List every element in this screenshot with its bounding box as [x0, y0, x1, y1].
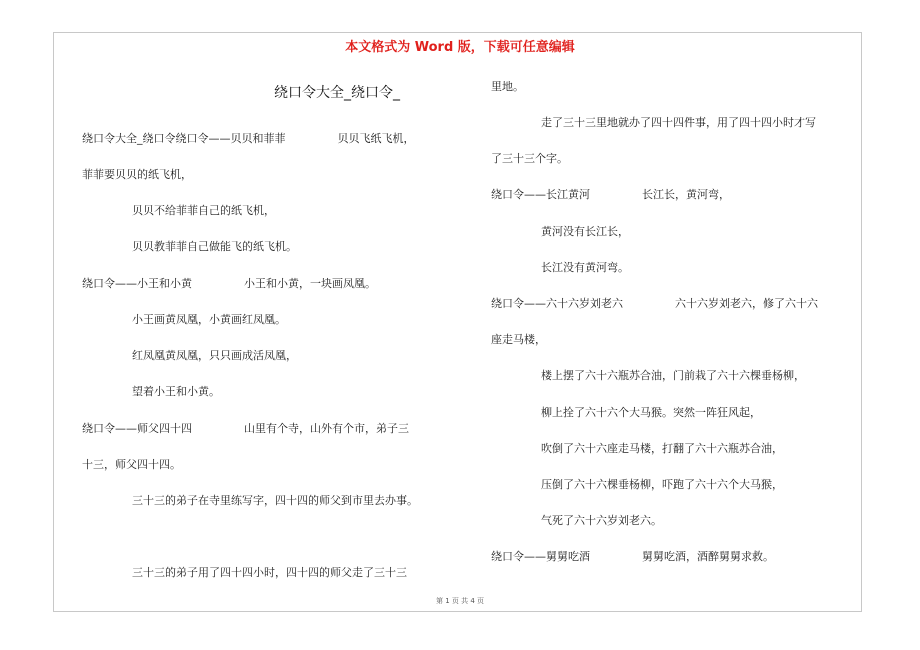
paragraph	[491, 550, 774, 564]
paragraph: 菲菲要贝贝的纸飞机，	[82, 168, 192, 181]
text-span: 绕口令——师父四十四	[82, 422, 192, 435]
text-span: 绕口令——舅舅吃酒	[491, 550, 590, 563]
page-number-footer: 第 1 页 共 4 页	[435, 597, 485, 605]
paragraph: 走了三十三里地就办了四十四件事，用了四十四小时才写	[541, 116, 816, 129]
paragraph: 里地。	[491, 80, 524, 93]
paragraph: 小王画黄凤凰，小黄画红凤凰。	[132, 313, 286, 326]
text-span: 绕口令大全_绕口令绕口令——贝贝和菲菲	[82, 132, 286, 145]
text-span: 绕口令——六十六岁刘老六	[491, 297, 623, 310]
paragraph: 了三十三个字。	[491, 152, 568, 165]
paragraph	[82, 422, 409, 436]
paragraph: 红凤凰黄凤凰，只只画成活凤凰，	[132, 349, 297, 362]
paragraph: 三十三的弟子用了四十四小时，四十四的师父走了三十三	[132, 566, 407, 579]
paragraph	[82, 277, 376, 291]
text-span: 绕口令——小王和小黄	[82, 277, 192, 290]
paragraph: 气死了六十六岁刘老六。	[541, 514, 662, 527]
text-span: 长江长，黄河弯，	[642, 188, 730, 201]
editable-banner: 本文格式为 Word 版，下载可任意编辑	[345, 40, 575, 55]
paragraph: 压倒了六十六棵垂杨柳，吓跑了六十六个大马猴，	[541, 478, 783, 491]
text-span: 绕口令——长江黄河	[491, 188, 590, 201]
paragraph: 十三，师父四十四。	[82, 458, 181, 471]
paragraph: 贝贝教菲菲自己做能飞的纸飞机。	[132, 240, 297, 253]
paragraph	[491, 297, 818, 311]
paragraph: 柳上拴了六十六个大马猴。突然一阵狂风起，	[541, 406, 761, 419]
paragraph: 座走马楼，	[491, 333, 546, 346]
text-span: 贝贝飞纸飞机，	[337, 132, 415, 145]
text-span: 舅舅吃酒，酒醉舅舅求救。	[642, 550, 774, 563]
paragraph	[491, 188, 730, 202]
paragraph	[82, 132, 415, 146]
paragraph: 贝贝不给菲菲自己的纸飞机，	[132, 204, 275, 217]
paragraph: 吹倒了六十六座走马楼，打翻了六十六瓶苏合油，	[541, 442, 783, 455]
text-span: 六十六岁刘老六，修了六十六	[675, 297, 818, 310]
text-span: 山里有个寺，山外有个市，弟子三	[244, 422, 409, 435]
paragraph: 楼上摆了六十六瓶苏合油，门前栽了六十六棵垂杨柳，	[541, 369, 805, 382]
paragraph: 长江没有黄河弯。	[541, 261, 629, 274]
paragraph: 三十三的弟子在寺里练写字，四十四的师父到市里去办事。	[132, 494, 418, 507]
paragraph: 黄河没有长江长，	[541, 225, 629, 238]
document-title: 绕口令大全_绕口令_	[274, 85, 400, 101]
paragraph: 望着小王和小黄。	[132, 385, 220, 398]
text-span: 小王和小黄，一块画凤凰。	[244, 277, 376, 290]
